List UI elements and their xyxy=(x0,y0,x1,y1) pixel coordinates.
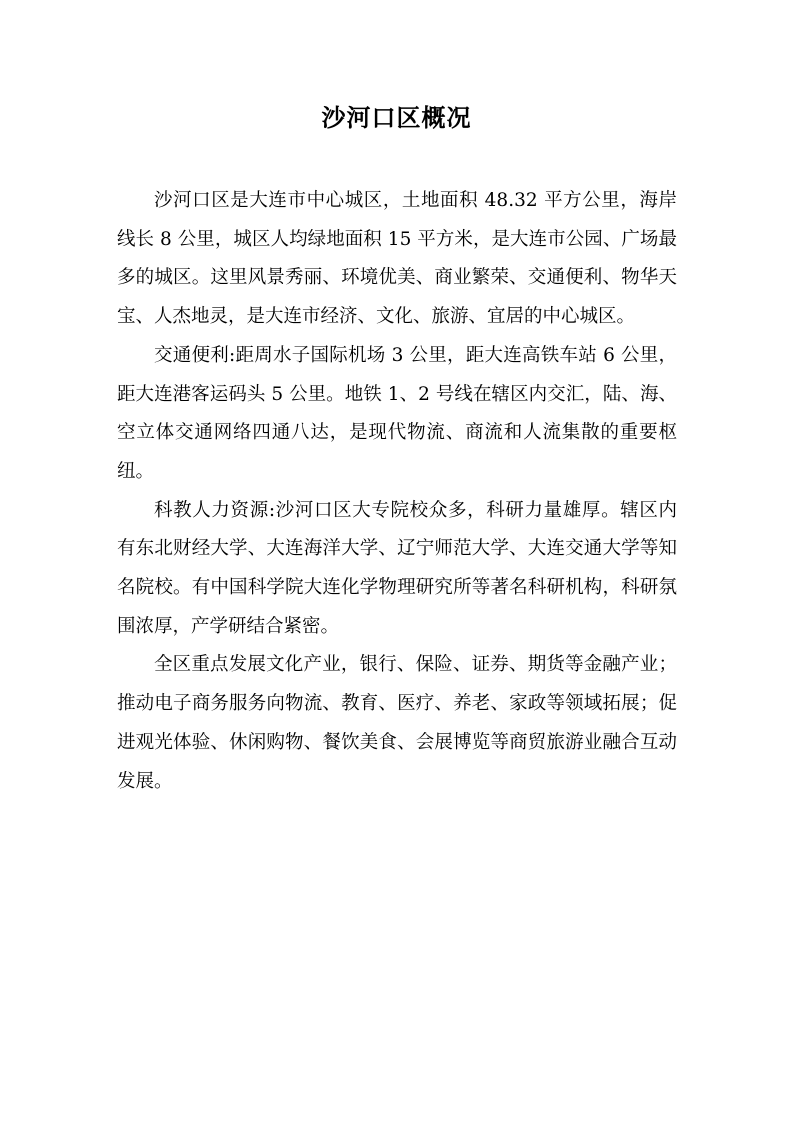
document-body xyxy=(117,182,677,801)
paragraph-industry: 全区重点发展文化产业，银行、保险、证券、期货等金融产业；推动电子商务服务向物流、教育、医疗、养老、家政等领域拓展；促进观光体验、休闲购物、餐饮美食、会展博览等商贸旅游业融合互动发展。 xyxy=(117,654,677,792)
paragraph-transport: 交通便利:距周水子国际机场 3 公里，距大连高铁车站 6 公里，距大连港客运码头 5 公里。地铁 1、2 号线在辖区内交汇，陆、海、空立体交通网络四通八达，是现代物流、商流和人流集散的重要枢纽。 xyxy=(117,344,677,482)
paragraph-overview: 沙河口区是大连市中心城区，土地面积 48.32 平方公里，海岸线长 8 公里，城区人均绿地面积 15 平方米，是大连市公园、广场最多的城区。这里风景秀丽、环境优美、商业繁荣、交通便利、物华天宝、人杰地灵，是大连市经济、文化、旅游、宜居的中心城区。 xyxy=(117,190,677,328)
page-title: 沙河口区概况 xyxy=(321,103,472,132)
paragraph-education: 科教人力资源:沙河口区大专院校众多，科研力量雄厚。辖区内有东北财经大学、大连海洋大学、辽宁师范大学、大连交通大学等知名院校。有中国科学院大连化学物理研究所等著名科研机构，科研氛围浓厚，产学研结合紧密。 xyxy=(117,499,677,637)
